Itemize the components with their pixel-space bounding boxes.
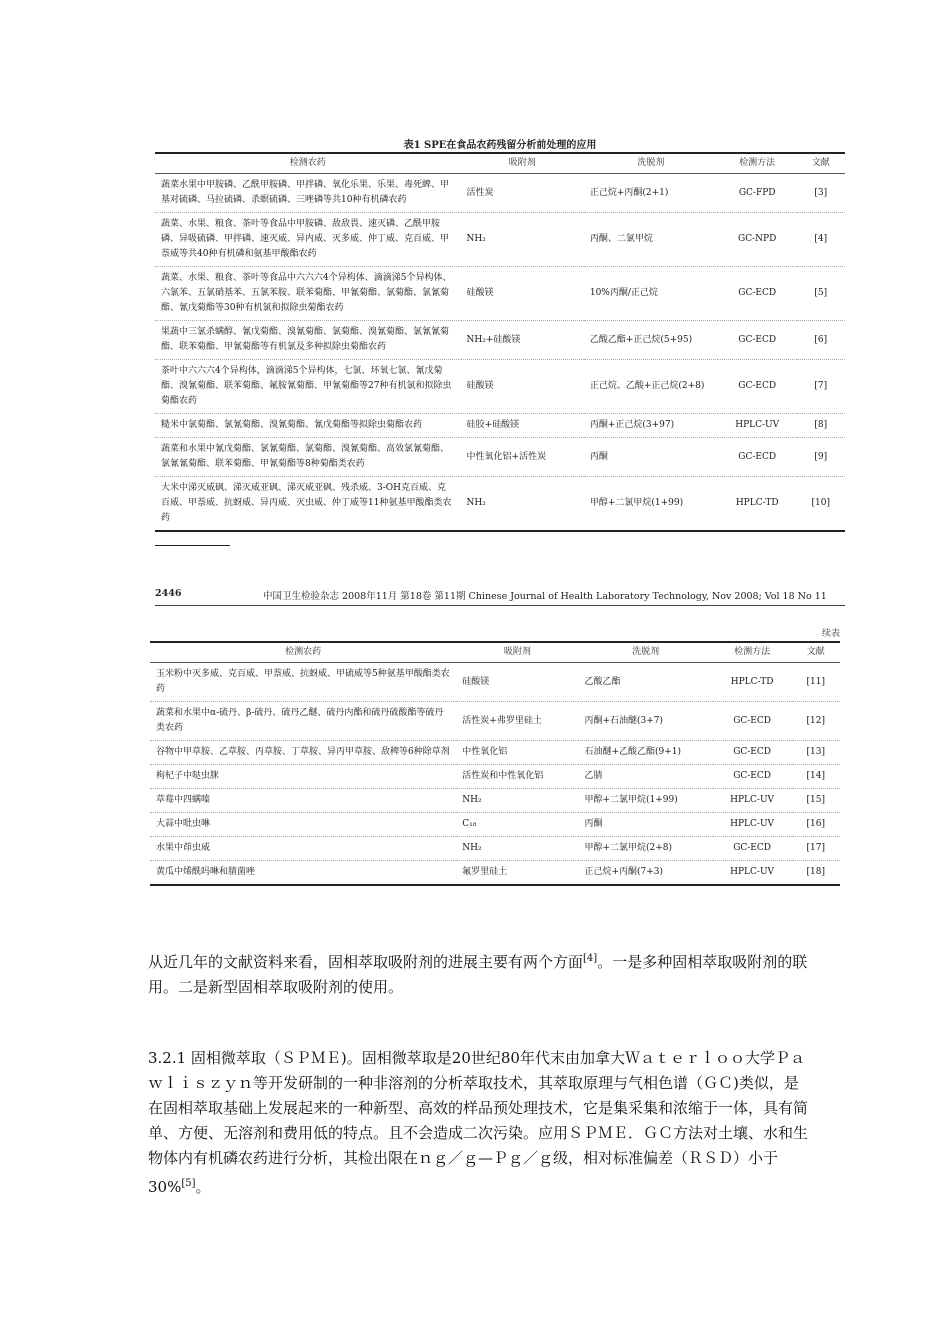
reference-cell: [10] <box>811 498 831 508</box>
table1-header-row <box>155 153 845 174</box>
table-row <box>155 477 845 532</box>
method-cell: HPLC-TD <box>735 498 779 508</box>
reference-cell: [15] <box>806 795 825 805</box>
method-cell: GC-ECD <box>738 288 777 298</box>
method-cell: HPLC-UV <box>730 819 775 829</box>
table-row <box>155 267 845 321</box>
header-pesticide: 检测农药 <box>289 158 326 168</box>
eluent-cell: 甲醇+二氯甲烷(1+99) <box>584 795 678 805</box>
table-row <box>155 174 845 213</box>
method-cell: HPLC-UV <box>735 420 780 430</box>
method-cell: GC-ECD <box>733 715 771 726</box>
paragraph-spme <box>148 1046 808 1200</box>
pesticide-cell: 草莓中四螨嗪 <box>156 795 211 805</box>
eluent-cell: 正己烷、乙酸+正己烷(2+8) <box>589 381 705 391</box>
citation-ref: [5] <box>181 1178 196 1189</box>
adsorbent-cell: NH₂+硅酸镁 <box>466 334 521 345</box>
header-eluent: 洗脱剂 <box>637 158 665 168</box>
adsorbent-cell: 氟罗里硅土 <box>462 867 508 877</box>
citation-ref: [4] <box>583 953 598 964</box>
pesticide-cell: 蔬菜、水果、粮食、茶叶等食品中甲胺磷、敌敌畏、速灭磷、乙酰甲胺磷、异吸硫磷、甲拌磷、速灭威、异内威、灭多威、仲丁威、克百威、甲萘威等共40种有机磷和氨基甲酸酯农药 <box>161 219 450 259</box>
adsorbent-cell: 活性炭+弗罗里硅土 <box>462 715 542 726</box>
method-cell: GC-ECD <box>733 771 771 781</box>
method-cell: HPLC-UV <box>730 795 775 805</box>
table-row <box>150 663 840 702</box>
method-cell: GC-FPD <box>738 187 776 198</box>
para2-text-end: 。 <box>195 1178 211 1196</box>
eluent-cell: 石油醚+乙酸乙酯(9+1) <box>584 747 682 757</box>
pesticide-cell: 蔬菜水果中甲胺磷、乙酰甲胺磷、甲拌磷、氧化乐果、乐果、毒死蜱、甲基对硫磷、马拉硫磷、杀螟硫磷、三唑磷等共10种有机磷农药 <box>161 180 450 205</box>
reference-cell: [13] <box>806 747 825 757</box>
adsorbent-cell: C₁₈ <box>462 819 477 829</box>
table-row <box>155 438 845 477</box>
table2 <box>150 641 840 886</box>
adsorbent-cell: NH₂ <box>462 795 482 805</box>
reference-cell: [7] <box>814 381 828 391</box>
adsorbent-cell: 中性氧化铝 <box>462 747 508 757</box>
table-row <box>155 360 845 414</box>
header-method: 检测方法 <box>734 647 771 657</box>
adsorbent-cell: 活性炭和中性氧化铝 <box>462 771 544 781</box>
eluent-cell: 甲醇+二氯甲烷(2+8) <box>584 843 673 853</box>
eluent-cell: 乙腈 <box>584 771 603 781</box>
pesticide-cell: 蔬菜和水果中α-硫丹、β-硫丹、硫丹乙醚、硫丹内酯和硫丹硫酸酯等硫丹类农药 <box>156 708 444 733</box>
pesticide-cell: 玉米粉中灭多威、克百威、甲萘威、抗蚜威、甲硫威等5种氨基甲酸酯类农药 <box>156 669 450 694</box>
method-cell: GC-ECD <box>738 451 777 462</box>
header-adsorbent: 吸附剂 <box>503 647 531 657</box>
header-adsorbent: 吸附剂 <box>508 158 536 168</box>
pesticide-cell: 茶叶中六六六4个异构体，滴滴涕5个异构体，七氯、环氧七氯、氰戊菊酯、溴氰菊酯、联苯菊酯、氟胺氰菊酯、甲氰菊酯等27种有机氯和拟除虫菊酯农药 <box>161 366 452 406</box>
reference-cell: [6] <box>814 334 828 345</box>
eluent-cell: 正己烷+丙酮(7+3) <box>584 867 664 877</box>
eluent-cell: 甲醇+二氯甲烷(1+99) <box>589 498 684 508</box>
table-row <box>150 837 840 861</box>
eluent-cell: 正己烷+丙酮(2+1) <box>589 187 669 198</box>
adsorbent-cell: NH₂ <box>466 234 486 244</box>
eluent-cell: 10%丙酮/正己烷 <box>589 288 658 298</box>
table-row <box>150 765 840 789</box>
adsorbent-cell: NH₂ <box>462 843 482 853</box>
reference-cell: [8] <box>814 420 828 430</box>
header-pesticide: 检测农药 <box>285 647 322 657</box>
reference-cell: [11] <box>806 676 825 687</box>
method-cell: HPLC-TD <box>730 676 774 687</box>
header-method: 检测方法 <box>739 158 776 168</box>
table-row <box>150 813 840 837</box>
adsorbent-cell: 活性炭 <box>466 187 494 198</box>
method-cell: GC-NPD <box>738 234 777 244</box>
pesticide-cell: 大蒜中吡虫啉 <box>156 819 211 829</box>
reference-cell: [14] <box>806 771 825 781</box>
eluent-cell: 丙酮、二氯甲烷 <box>589 234 653 244</box>
para1-text: 从近几年的文献资料来看，固相萃取吸附剂的进展主要有两个方面 <box>148 953 584 971</box>
method-cell: GC-ECD <box>733 843 771 853</box>
table-row <box>155 321 845 360</box>
eluent-cell: 丙酮 <box>584 819 603 829</box>
table-row <box>155 414 845 438</box>
table-continued-label: 续表 <box>821 629 840 639</box>
page-number: 2446 <box>155 588 182 599</box>
para2-text: 3.2.1 固相微萃取（ＳＰＭＥ)。固相微萃取是20世纪80年代末由加拿大Ｗａｔｅｒｌｏｏ大学Ｐａｗｌｉｓｚｙｎ等开发研制的一种非溶剂的分析萃取技术，其萃取原理与气相色谱（ＧＣ)类似，是在固相萃取基础上发展起来的一种新型、高效的样品预处理技术，它是集采集和浓缩于一体，具有简单、方便、无溶剂和费用低的特点。且不会造成二次污染。应用ＳＰＭＥ．ＧＣ方法对土壤、水和生物体内有机磷农药进行分析，其检出限在ｎｇ／ｇ—Ｐｇ／ｇ级，相对标准偏差（ＲＳＤ）小于30% <box>148 1049 809 1196</box>
adsorbent-cell: 中性氧化铝+活性炭 <box>466 451 547 462</box>
pesticide-cell: 果蔬中三氯杀螨醇、氰戊菊酯、溴氰菊酯、氯菊酯、溴氰菊酯、氯氰氰菊酯、联苯菊酯、甲氰菊酯等有机氯及多种拟除虫菊酯农药 <box>161 327 450 352</box>
pesticide-cell: 大米中涕灭威砜、涕灭威亚砜、涕灭威亚砜、残杀威、3-OH克百威、克百威、甲萘威、抗蚜威、异丙威、灭虫威、仲丁威等11种氨基甲酸酯类农药 <box>161 483 452 523</box>
eluent-cell: 乙酸乙酯 <box>584 676 621 687</box>
adsorbent-cell: 硅酸镁 <box>466 288 494 298</box>
reference-cell: [9] <box>814 451 828 462</box>
table-row <box>150 702 840 741</box>
header-reference: 文献 <box>811 158 830 168</box>
table-row <box>150 741 840 765</box>
eluent-cell: 丙酮+正己烷(3+97) <box>589 420 675 430</box>
reference-cell: [17] <box>806 843 825 853</box>
table-row <box>150 789 840 813</box>
method-cell: GC-ECD <box>738 381 777 391</box>
table1 <box>155 152 845 532</box>
paragraph-adsorbent-progress <box>148 946 808 1000</box>
eluent-cell: 丙酮+石油醚(3+7) <box>584 715 664 726</box>
header-reference: 文献 <box>806 647 825 657</box>
pesticide-cell: 水果中茚虫威 <box>156 843 211 853</box>
adsorbent-cell: 硅胶+硅酸镁 <box>466 420 520 430</box>
table-row <box>155 213 845 267</box>
eluent-cell: 乙酸乙酯+正己烷(5+95) <box>589 334 693 345</box>
adsorbent-cell: 硅酸镁 <box>462 676 490 687</box>
reference-cell: [3] <box>814 187 828 198</box>
table2-header-row <box>150 642 840 663</box>
pesticide-cell: 谷物中甲草胺、乙草胺、丙草胺、丁草胺、异丙甲草胺、敌稗等6种除草剂 <box>156 747 450 757</box>
method-cell: HPLC-UV <box>730 867 775 877</box>
journal-running-header <box>155 588 845 606</box>
adsorbent-cell: NH₂ <box>466 498 486 508</box>
method-cell: GC-ECD <box>738 334 777 345</box>
journal-title: 中国卫生检验杂志 2008年11月 第18卷 第11期 Chinese Journal of Health Laboratory Technology, Nov 2008; Vol 18 No 11 <box>263 591 827 602</box>
para1-text-end: 。一是多种固相萃取吸附剂的联用。二是新型固相萃取吸附剂的使用。 <box>148 953 808 996</box>
header-eluent: 洗脱剂 <box>632 647 660 657</box>
reference-cell: [5] <box>814 288 828 298</box>
table1-caption: 表1 SPE在食品农药残留分析前处理的应用 <box>403 140 597 151</box>
adsorbent-cell: 硅酸镁 <box>466 381 494 391</box>
footnote-rule <box>155 545 230 546</box>
table-row <box>150 861 840 886</box>
pesticide-cell: 糙米中氯菊酯、氯氰菊酯、溴氰菊酯、氰戊菊酯等拟除虫菊酯农药 <box>161 420 423 430</box>
eluent-cell: 丙酮 <box>589 451 608 462</box>
reference-cell: [16] <box>806 819 825 829</box>
method-cell: GC-ECD <box>733 747 771 757</box>
reference-cell: [4] <box>814 234 828 244</box>
reference-cell: [12] <box>806 715 825 726</box>
pesticide-cell: 蔬菜、水果、粮食、茶叶等食品中六六六4个异构体、滴滴涕5个异构体、六氯苯、五氯硝基苯、五氯苯胺、联苯菊酯、甲氰菊酯、氯菊酯、氯氰菊酯、氰戊菊酯等30种有机氯和拟除虫菊酯农药 <box>161 273 452 313</box>
pesticide-cell: 蔬菜和水果中氰戊菊酯、氯氰菊酯、氯菊酯、溴氰菊酯、高效氯氰菊酯、氯氰氰菊酯、联苯菊酯、甲氰菊酯等8种菊酯类农药 <box>161 444 450 469</box>
reference-cell: [18] <box>806 867 825 877</box>
pesticide-cell: 枸杞子中哒虫脒 <box>156 771 220 781</box>
pesticide-cell: 黄瓜中烯酰吗啉和腈菌唑 <box>156 867 256 877</box>
